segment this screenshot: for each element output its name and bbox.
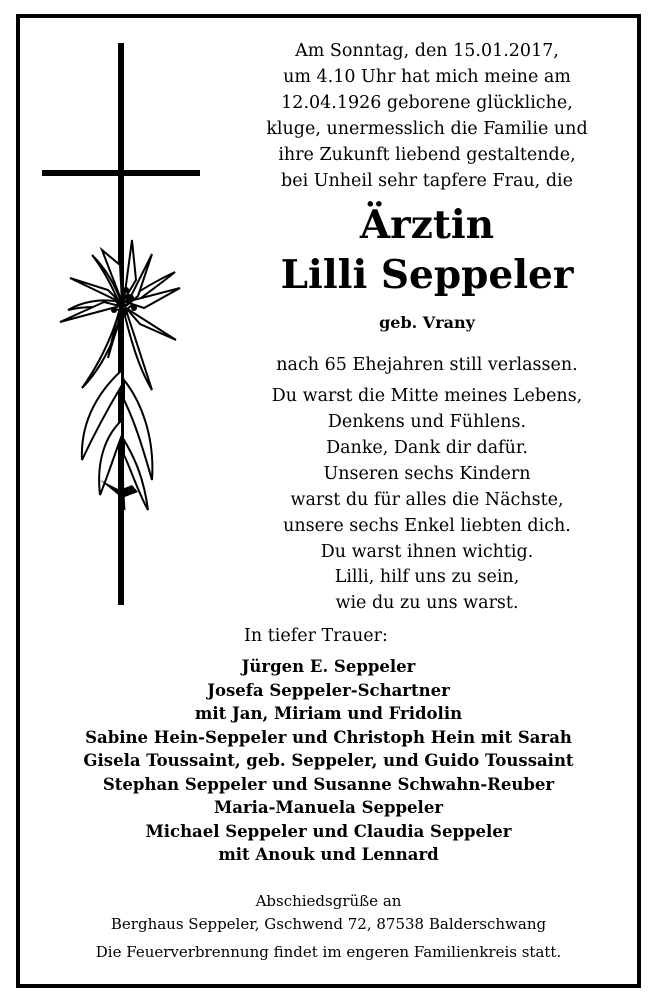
mourner-line: Sabine Hein-Seppeler und Christoph Hein mit Sarah <box>85 727 572 747</box>
intro-line: 12.04.1926 geborene glückliche, <box>281 93 573 113</box>
intro-line: um 4.10 Uhr hat mich meine am <box>283 67 571 87</box>
verse-line: unsere sechs Enkel liebten dich. <box>283 516 571 536</box>
mourner-line: Josefa Seppeler-Schartner <box>207 680 450 700</box>
verse-line: Du warst die Mitte meines Lebens, <box>271 386 583 406</box>
mourner-line: Maria-Manuela Seppeler <box>213 798 444 817</box>
verse-line: Danke, Dank dir dafür. <box>326 438 528 458</box>
mourner-line: Stephan Seppeler und Susanne Schwahn-Reuber <box>102 774 555 794</box>
mourners-list <box>20 655 637 867</box>
mourner-line: Gisela Toussaint, geb. Seppeler, und Guido Toussaint <box>83 751 574 770</box>
memorial-verse <box>232 383 622 565</box>
farewell-address <box>20 890 637 936</box>
mourner-line: mit Anouk und Lennard <box>218 845 439 864</box>
deceased-title: Ärztin <box>359 202 495 248</box>
cremation-note: Die Feuerverbrennung findet im engeren Familienkreis statt. <box>95 943 562 961</box>
intro-line: bei Unheil sehr tapfere Frau, die <box>281 171 573 191</box>
birth-name: geb. Vrany <box>379 313 475 332</box>
verse-line: nach 65 Ehejahren still verlassen. <box>276 355 578 375</box>
verse-line: Du warst ihnen wichtig. <box>320 542 534 562</box>
farewell-line: Abschiedsgrüße an <box>255 892 402 910</box>
verse-line: Lilli, hilf uns zu sein, <box>334 567 520 587</box>
verse-line: warst du für alles die Nächste, <box>290 490 564 510</box>
cross-with-edelweiss-icon <box>40 40 210 610</box>
verse-line: wie du zu uns warst. <box>335 593 519 613</box>
mourning-heading: In tiefer Trauer: <box>244 626 388 646</box>
mourner-line: Michael Seppeler und Claudia Seppeler <box>145 821 512 841</box>
deceased-name: Lilli Seppeler <box>280 252 574 298</box>
mourner-line: mit Jan, Miriam und Fridolin <box>194 704 463 723</box>
closing-verse <box>232 564 622 616</box>
intro-line: Am Sonntag, den 15.01.2017, <box>295 41 559 61</box>
mourner-line: Jürgen E. Seppeler <box>241 657 416 676</box>
intro-line: ihre Zukunft liebend gestaltende, <box>278 145 576 165</box>
verse-line: Denkens und Fühlens. <box>327 412 527 432</box>
announcement-intro <box>232 38 622 194</box>
verse-line: Unseren sechs Kindern <box>323 464 531 484</box>
farewell-line: Berghaus Seppeler, Gschwend 72, 87538 Balderschwang <box>110 915 547 933</box>
intro-line: kluge, unermesslich die Familie und <box>266 119 588 139</box>
